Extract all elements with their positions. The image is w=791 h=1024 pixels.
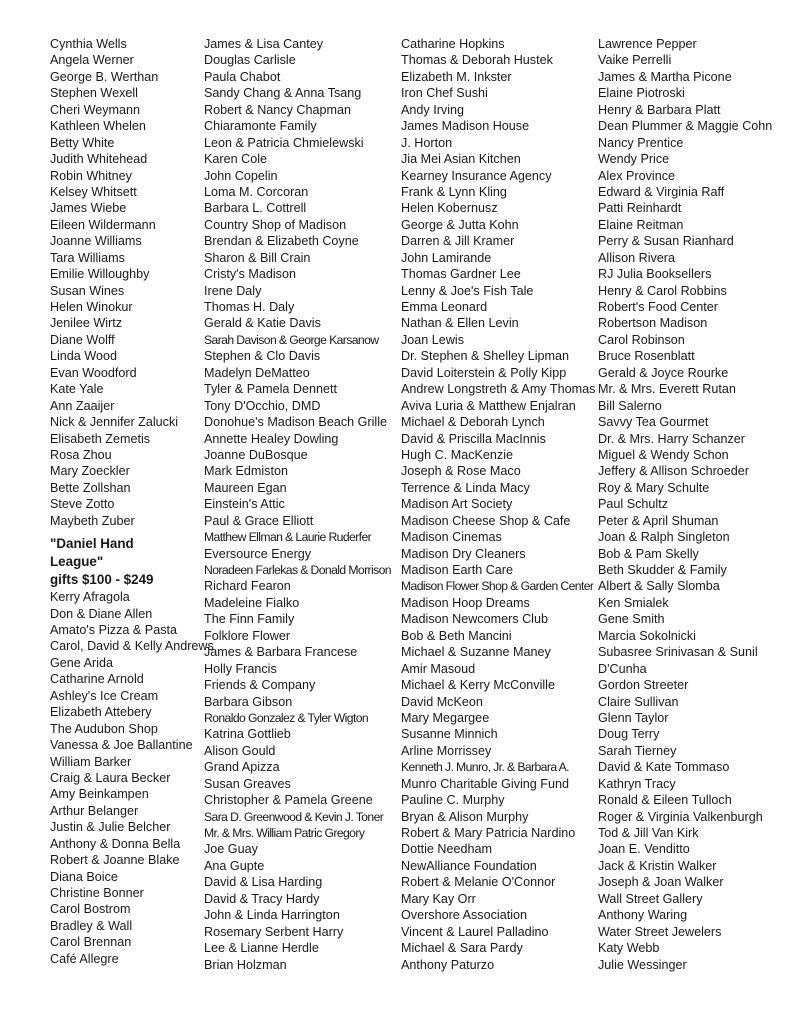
donor-name: Vaike Perrelli [598,53,672,68]
donor-name: Christine Bonner [50,886,144,900]
donor-name: Diana Boice [50,869,118,884]
donor-name: Paul & Grace Elliott [204,513,314,528]
donor-name: Gene Arida [50,655,114,670]
donor-name: Allison Rivera [598,250,675,265]
donor-name: Robertson Madison [598,316,708,331]
donor-name: Ana Gupte [204,858,265,873]
donor-name: Carol Brennan [50,935,132,950]
donor-name: Andy Irving [401,102,464,117]
donor-name: Catharine Arnold [50,672,144,687]
donor-name: Susan Wines [50,283,125,298]
donor-name: Brian Holzman [204,957,287,972]
donor-name: Jenilee Wirtz [50,316,123,331]
donor-name: Matthew Ellman & Laurie Ruderfer [204,530,372,545]
donor-name: Bryan & Alison Murphy [401,809,529,824]
donor-name: Rosemary Serbent Harry [204,924,344,939]
column-3 [401,36,596,973]
donor-name: Rosa Zhou [50,447,112,462]
donor-name: Overshore Association [401,908,527,923]
donor-name: Bette Zollshan [50,480,131,495]
donor-name: Chiaramonte Family [204,119,317,134]
donor-name: Roger & Virginia Valkenburgh [598,809,763,824]
donor-name: Vanessa & Joe Ballantine [50,738,193,753]
donor-name: Sarah Tierney [598,743,677,758]
donor-name: Ken Smialek [598,595,669,610]
donor-name: Aviva Luria & Matthew Enjalran [401,398,576,413]
donor-name: Dr. Stephen & Shelley Lipman [401,349,570,364]
donor-name: Tod & Jill Van Kirk [598,826,699,840]
donor-name: Michael & Deborah Lynch [401,415,545,430]
donor-name: Madison Hoop Dreams [401,595,530,610]
donor-name: Marcia Sokolnicki [598,628,696,643]
donor-name: John & Linda Harrington [204,908,340,923]
donor-name: Ashley's Ice Cream [50,688,159,703]
donor-name: Terrence & Linda Macy [401,480,530,495]
heading-line-1: "Daniel Hand [50,536,134,552]
donor-name: Claire Sullivan [598,694,679,709]
name-list-zone-b [50,589,214,967]
donor-name: David & Lisa Harding [204,875,323,890]
donor-name: The Audubon Shop [50,721,158,736]
donor-name: John Copelin [204,168,278,183]
donor-name: Joseph & Joan Walker [598,875,724,890]
donor-name: Thomas Gardner Lee [401,267,521,282]
donor-name: RJ Julia Booksellers [598,267,712,282]
donor-name: Folklore Flower [204,628,291,643]
donor-name: Sharon & Bill Crain [204,250,311,265]
donor-name: James Madison House [401,119,530,134]
donor-name: Madison Dry Cleaners [401,546,526,561]
donor-name: Leon & Patricia Chmielewski [204,135,364,150]
donor-name: Douglas Carlisle [204,53,296,68]
donor-name: David Loiterstein & Polly Kipp [401,365,567,380]
donor-name: Madeleine Fialko [204,595,300,610]
column-2 [204,36,399,973]
donor-name: Katrina Gottlieb [204,727,291,742]
donor-name: William Barker [50,754,132,769]
donor-name: Paul Schultz [598,497,669,512]
donor-name: Joan Lewis [401,332,465,347]
donor-name: Christopher & Pamela Greene [204,793,373,808]
donor-name: Ann Zaaijer [50,398,115,413]
donor-name: Beth Skudder & Family [598,563,727,577]
donor-name: Henry & Carol Robbins [598,283,727,298]
donor-name: Madison Flower Shop & Garden Center [401,579,594,594]
donor-name: David & Priscilla MacInnis [401,431,546,446]
donor-name: Maureen Egan [204,480,287,495]
donor-name: Dottie Needham [401,842,493,857]
donor-name: Ronald & Eileen Tulloch [598,793,732,808]
donor-name: Eileen Wildermann [50,217,156,232]
donor-name: Michael & Kerry McConville [401,678,555,693]
donor-name: Helen Winokur [50,300,133,314]
donor-name: J. Horton [401,135,453,150]
donor-name: James & Lisa Cantey [204,37,323,51]
donor-name: Joanne DuBosque [204,447,308,462]
donor-name: Einstein's Attic [204,497,285,512]
donor-name: Alison Gould [204,743,276,758]
donor-name: David & Kate Tommaso [598,760,730,775]
donor-name: Madelyn DeMatteo [204,365,310,380]
donor-name: Kate Yale [50,382,104,397]
donor-name: Jia Mei Asian Kitchen [401,152,521,167]
donor-name: Angela Werner [50,53,134,68]
donor-name: Elisabeth Zemetis [50,431,151,446]
donor-name: Kearney Insurance Agency [401,168,552,183]
donor-name: Karen Cole [204,152,268,167]
donor-name: Barbara L. Cottrell [204,201,307,216]
donor-name: Stephen Wexell [50,86,138,101]
donor-name: Linda Wood [50,349,117,364]
section-heading [50,535,200,589]
donor-name: Savvy Tea Gourmet [598,415,709,430]
donor-name: Perry & Susan Rianhard [598,234,734,249]
donor-name: Arline Morrissey [401,743,492,758]
donor-name: Madison Newcomers Club [401,612,548,627]
donor-name: Kelsey Whitsett [50,184,137,199]
donor-name: Cynthia Wells [50,37,127,51]
donor-name: Darren & Jill Kramer [401,234,515,249]
donor-name: Kenneth J. Munro, Jr. & Barbara A. [401,760,569,775]
donor-name: Albert & Sally Slomba [598,579,720,594]
donor-name: The Finn Family [204,612,295,627]
donor-name: Mr. & Mrs. Everett Rutan [598,382,736,397]
donor-name: Maybeth Zuber [50,513,135,528]
donor-name: Tyler & Pamela Dennett [204,382,337,397]
donor-name: Joan & Ralph Singleton [598,530,730,545]
donor-name: Eversource Energy [204,546,312,561]
donor-name: James Wiebe [50,201,127,216]
donor-name: James & Barbara Francese [204,645,358,660]
donor-name: Miguel & Wendy Schon [598,447,729,462]
donor-name: Cristy's Madison [204,267,296,282]
donor-name: Jeffery & Allison Schroeder [598,464,749,479]
donor-name: Subasree Srinivasan & Sunil [598,645,758,660]
donor-name: Michael & Suzanne Maney [401,645,551,660]
donor-name: Anthony Paturzo [401,957,495,972]
donor-name: Emma Leonard [401,300,488,314]
donor-name: Bob & Beth Mancini [401,628,512,643]
donor-name: Lee & Lianne Herdle [204,941,319,956]
donor-name: Donohue's Madison Beach Grille [204,415,388,430]
heading-line-2: League" [50,554,104,570]
donor-name: Robert & Nancy Chapman [204,102,351,117]
donor-name: Mary Zoeckler [50,464,130,479]
donor-name: Kathleen Whelen [50,119,146,134]
donor-name: Mr. & Mrs. William Patric Gregory [204,826,365,840]
donor-name: David & Tracy Hardy [204,891,320,906]
donor-name: Don & Diane Allen [50,606,153,621]
column-1 [50,36,214,967]
donor-name: Barbara Gibson [204,694,293,709]
donor-name: Kathryn Tracy [598,776,676,791]
donor-name: Nathan & Ellen Levin [401,316,519,331]
donor-name: Sandy Chang & Anna Tsang [204,86,362,101]
donor-name: Thomas H. Daly [204,300,295,314]
donor-name: Wall Street Gallery [598,891,703,906]
donor-name: Elaine Reitman [598,217,684,232]
donor-name: Loma M. Corcoran [204,184,309,199]
donor-name: Madison Cinemas [401,530,502,545]
donor-name: Carol Bostrom [50,902,131,917]
donor-name: Tara Williams [50,250,125,265]
donor-name: Sarah Davison & George Karsanow [204,332,379,347]
donor-name: Anthony & Donna Bella [50,836,181,851]
donor-name: Sara D. Greenwood & Kevin J. Toner [204,809,384,824]
donor-name: Justin & Julie Belcher [50,820,171,835]
donor-name: Patti Reinhardt [598,201,682,216]
donor-name: Julie Wessinger [598,957,687,972]
donor-name: Elizabeth Attebery [50,705,152,720]
donor-name: Mary Kay Orr [401,891,476,906]
donor-name: Friends & Company [204,678,316,693]
donor-name: Wendy Price [598,152,670,167]
donor-name: Richard Fearon [204,579,291,594]
donor-name: Andrew Longstreth & Amy Thomas [401,382,596,397]
donor-name: Robert & Melanie O'Connor [401,875,556,890]
donor-name: Robert's Food Center [598,300,719,314]
donor-name: Joan E. Venditto [598,842,690,857]
donor-name: Munro Charitable Giving Fund [401,776,569,791]
donor-name: Mark Edmiston [204,464,288,479]
donor-name: Brendan & Elizabeth Coyne [204,234,359,249]
donor-name: Pauline C. Murphy [401,793,505,808]
donor-name: Frank & Lynn Kling [401,184,507,199]
donor-name: Craig & Laura Becker [50,770,171,785]
heading-line-3: gifts $100 - $249 [50,572,154,588]
donor-name: Madison Earth Care [401,563,513,577]
donor-name: Evan Woodford [50,365,137,380]
donor-name: Tony D'Occhio, DMD [204,398,321,413]
donor-name: Bruce Rosenblatt [598,349,695,364]
donor-name: Lenny & Joe's Fish Tale [401,283,534,298]
donor-name: Elaine Piotroski [598,86,685,101]
donor-name: Arthur Belanger [50,803,139,818]
donor-name: Ronaldo Gonzalez & Tyler Wigton [204,710,369,725]
donor-name: Thomas & Deborah Hustek [401,53,553,68]
donor-name: Steve Zotto [50,497,115,512]
donor-name: Joanne Williams [50,234,142,249]
donor-name: Amir Masoud [401,661,476,676]
donor-name: Alex Province [598,168,675,183]
donor-name: Carol Robinson [598,332,685,347]
donor-name: James & Martha Picone [598,69,732,84]
donor-name: Amato's Pizza & Pasta [50,623,177,637]
donor-name: Mary Megargee [401,710,490,725]
donor-name: Helen Kobernusz [401,201,498,216]
donor-name: Paula Chabot [204,69,281,84]
donor-name: Edward & Virginia Raff [598,184,725,199]
donor-name: Annette Healey Dowling [204,431,339,446]
donor-name: Kerry Afragola [50,590,130,605]
donor-name: George & Jutta Kohn [401,217,519,232]
donor-name: Robin Whitney [50,168,132,183]
donor-name: Grand Apizza [204,760,280,775]
donor-name: Katy Webb [598,941,660,956]
donor-name: Nancy Prentice [598,135,684,150]
donor-name: Holly Francis [204,661,277,676]
donor-name: Gerald & Joyce Rourke [598,365,729,380]
donor-name: D'Cunha [598,661,647,676]
donor-name: Café Allegre [50,951,119,966]
donor-name: Lawrence Pepper [598,37,697,51]
donor-name: Cheri Weymann [50,102,141,117]
donor-name: Peter & April Shuman [598,513,719,528]
donor-name: Bill Salerno [598,398,662,413]
donor-name: Dr. & Mrs. Harry Schanzer [598,431,745,446]
donor-name: Susanne Minnich [401,727,498,742]
donor-name: Elizabeth M. Inkster [401,69,512,84]
donor-name: Hugh C. MacKenzie [401,447,513,462]
donor-name: Diane Wolff [50,332,115,347]
donor-name: Jack & Kristin Walker [598,858,717,873]
donor-name: NewAlliance Foundation [401,858,537,873]
donor-name: Gerald & Katie Davis [204,316,321,331]
donor-name: Catharine Hopkins [401,37,505,51]
donor-name: Glenn Taylor [598,710,669,725]
name-list-zone-a [50,36,200,529]
donor-name: Henry & Barbara Platt [598,102,721,117]
donor-name: Joseph & Rose Maco [401,464,521,479]
donor-name: Emilie Willoughby [50,267,150,282]
donor-name: Betty White [50,135,115,150]
donor-name: Robert & Mary Patricia Nardino [401,826,576,840]
donor-name: Country Shop of Madison [204,217,347,232]
donor-name: Susan Greaves [204,776,291,791]
donor-name: Amy Beinkampen [50,787,149,802]
donor-name: Water Street Jewelers [598,924,722,939]
donor-name: Roy & Mary Schulte [598,480,710,495]
donor-name: Judith Whitehead [50,152,148,167]
column-4 [598,36,791,973]
donor-name: Bob & Pam Skelly [598,546,699,561]
donor-name: Bradley & Wall [50,918,133,933]
donor-name: David McKeon [401,694,483,709]
donor-name: Joe Guay [204,842,258,857]
donor-name: Stephen & Clo Davis [204,349,321,364]
donor-name: Anthony Waring [598,908,688,923]
donor-name: Michael & Sara Pardy [401,941,523,956]
donor-name: Madison Cheese Shop & Cafe [401,513,571,528]
donor-name: John Lamirande [401,250,492,265]
donor-name: Madison Art Society [401,497,513,512]
donor-name: Noradeen Farlekas & Donald Morrison [204,563,391,577]
donor-name: George B. Werthan [50,69,159,84]
donor-name: Doug Terry [598,727,660,742]
donor-name: Dean Plummer & Maggie Cohn [598,119,773,134]
donor-name: Iron Chef Sushi [401,86,488,101]
donor-name: Robert & Joanne Blake [50,853,180,868]
donor-name: Irene Daly [204,283,262,298]
donor-name: Gordon Streeter [598,678,689,693]
donor-name: Vincent & Laurel Palladino [401,924,549,939]
donor-name: Carol, David & Kelly Andrews [50,639,214,654]
donor-name: Gene Smith [598,612,665,627]
donor-name: Nick & Jennifer Zalucki [50,415,179,430]
